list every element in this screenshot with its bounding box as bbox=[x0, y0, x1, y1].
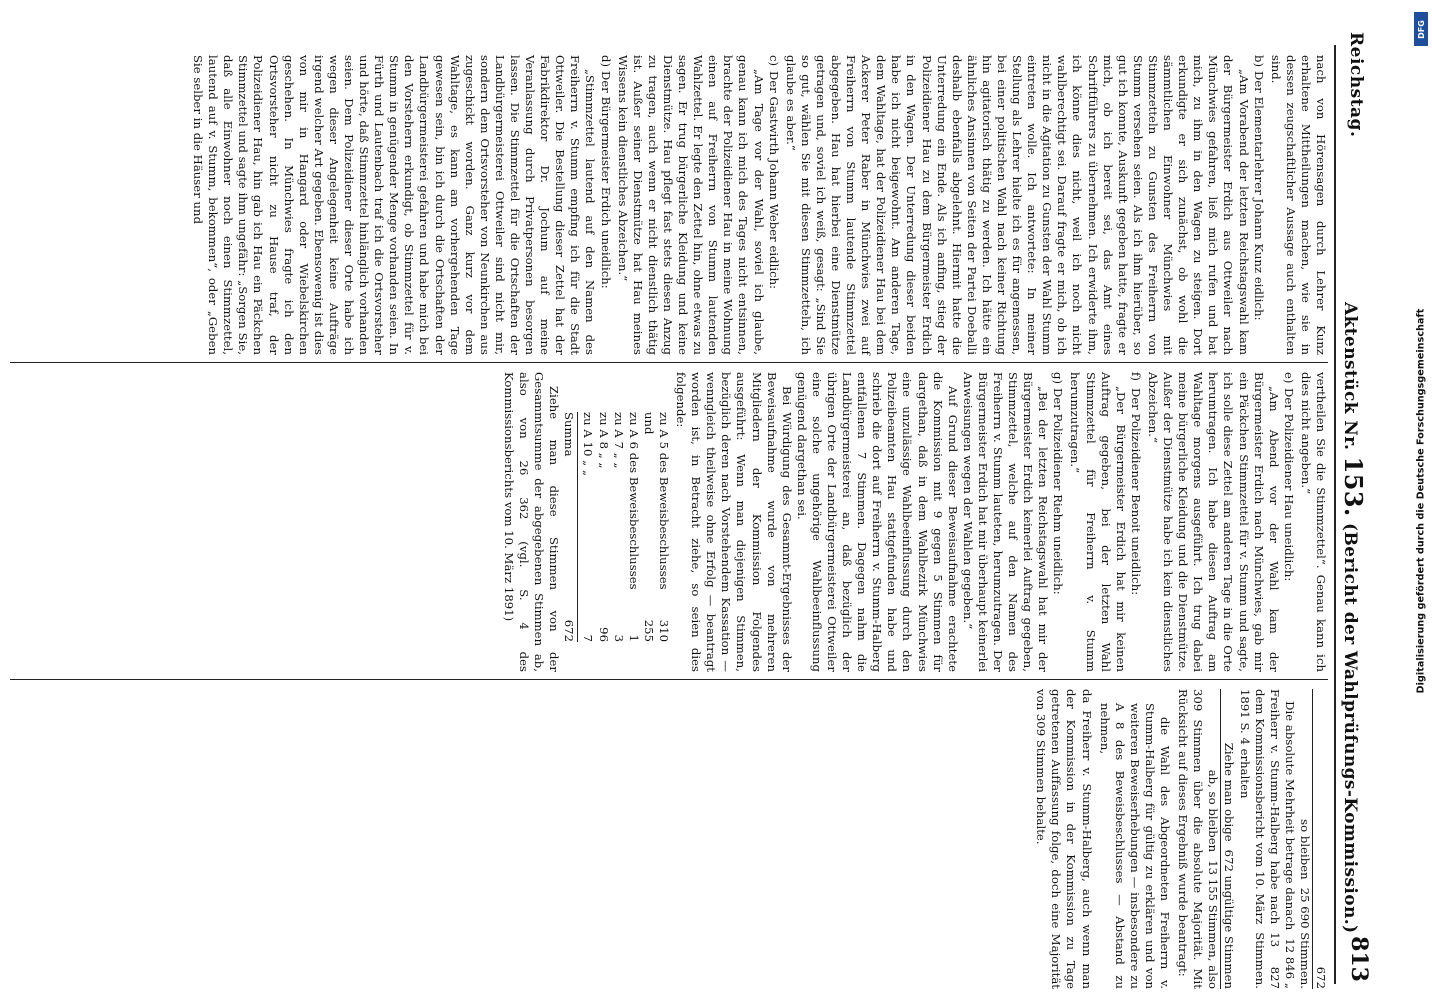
calc-row-value: 672 ungültige Stimmen bbox=[1222, 849, 1237, 989]
calc-row bbox=[1221, 689, 1236, 989]
item-g-testimony: „Bei der letzten Reichstagswahl hat mir der Bürgermeister Erdich keinerlei Auftrag gegeben, Stimmzettel, welche auf den Namen des Freiherrn v. Stumm lauteten, herumzutragen. Der Bürgermeister Erdich hat mir überhaupt keinerlei Anweisungen wegen der Wahlen gegeben.“ bbox=[960, 372, 1051, 672]
item-d-heading bbox=[598, 55, 613, 355]
col2-paragraph-3: Ziehe man diese Stimmen von der Gesammtsumme der abgegebenen Stimmen ab, also von 26 362 (vgl. S. 4 des Kommissionsberichts vom 10. März 1891) bbox=[502, 372, 562, 672]
item-c-label: c) bbox=[766, 55, 781, 67]
item-e-testimony: „Am Abend vor der Wahl kam der Bürgermeister Erdich nach Münchwies, gab mir ein Päckchen Stimmzettel für v. Stumm und sagte, ich solle diese Zettel am anderen Tage in die Orte herumtragen. Ich habe diesen Auftrag am Wahltage morgens ausgeführt. Ich trug dabei meine bürgerliche Kleidung und die Dienstmütze. Außer der Dienstmütze habe ich kein dienstliches Abzeichen.“ bbox=[1145, 372, 1281, 672]
calc-row bbox=[1313, 689, 1328, 989]
item-g-heading bbox=[1050, 372, 1065, 672]
tally-row-label: zu A 5 des Beweisbeschlusses bbox=[656, 412, 671, 590]
header-reichstag: Reichstag. bbox=[1346, 32, 1366, 138]
item-g-label: g) bbox=[1051, 372, 1066, 385]
col2-paragraph-1: Auf Grund dieser Beweisaufnahme erachtete die Kommission mit 9 gegen 5 Stimmen für dargethan, daß in dem Wahlbezirk Münchwies eine unzulässige Wahlbeeinflussung durch den Polizeibeamten Hau stattgefunden habe und schrieb die dort auf Freiherrn v. Stumm-Halberg entfallenen 7 Stimmen. Dagegen nahm die Landbürgermeisterei an, daß bezüglich der übrigen Orte der Landbürgermeisterei Ottweiler eine solche ungehörige Wahlbeeinflussung genügend dargethan sei. bbox=[794, 372, 960, 672]
text-column-2 bbox=[501, 372, 1328, 672]
tally-row bbox=[611, 412, 626, 642]
item-f-testimony: „Der Bürgermeister Erdich hat mir keinen Auftrag gegeben, bei der letzten Wahl Stimmzettel für Freiherrn v. Stumm herumzutragen.“ bbox=[1068, 372, 1128, 672]
col1-paragraph-0: nach von Hörensagen durch Lehrer Kunz erhaltene Mittheilungen machen, wie sie in dessen zeugschaftlicher Aussage auch enthalten sind. bbox=[1268, 55, 1328, 355]
text-column-1 bbox=[190, 55, 1328, 355]
calc-row-value: 13 155 Stimmen, also bbox=[1206, 860, 1221, 989]
tally-row-value: 1 bbox=[626, 634, 641, 642]
header-document-number: 153. bbox=[1339, 456, 1368, 517]
tally-row-label: und bbox=[641, 412, 656, 435]
column-divider-2 bbox=[10, 679, 1328, 680]
calc-row bbox=[1236, 689, 1281, 989]
item-c-heading bbox=[766, 55, 781, 355]
calc-row-text: Freiherr v. Stumm-Halberg habe nach dem Kommissionsbericht vom 10. März 1891 S. 4 erhalten bbox=[1237, 689, 1282, 925]
tally-row-value: 96 bbox=[596, 627, 611, 642]
page-header bbox=[1338, 32, 1372, 982]
tally-row bbox=[626, 412, 641, 642]
digitization-note: Digitalisierung gefördert durch die Deutsche Forschungsgemeinschaft bbox=[1415, 308, 1427, 694]
calc-row bbox=[1297, 689, 1313, 989]
calc-row-value: 672 bbox=[1314, 966, 1328, 989]
item-e-intro: Der Polizeidiener Hau uneidlich: bbox=[1281, 388, 1296, 582]
header-title-prefix: Aktenstück Nr. bbox=[1340, 302, 1360, 451]
tally-row-value: 3 bbox=[611, 634, 626, 642]
calc-row bbox=[1282, 689, 1297, 989]
tally-sum-row bbox=[561, 412, 578, 642]
item-b-testimony: „Am Vorabend der letzten Reichstagswahl kam der Bürgermeister Erdich aus Ottweiler nach Münchwies gefahren, ließ mich rufen und bat mich, zu ihm in den Wagen zu steigen. Dort erkundigte er sich zunächst, ob wohl die sämmtlichen Einwohner Münchwies mit Stimmzetteln zu Gunsten des Freiherrn von Stumm versehen seien. Als ich ihm hierüber, so gut ich konnte, Auskunft gegeben hatte, fragte er mich, ob ich bereit sei, das Amt eines Schriftführers zu übernehmen. Ich erwiderte ihm, ich könne dies nicht, weil ich noch nicht wahlberechtigt sei. Darauf fragte er mich, ob ich nicht in die Agitation zu Gunsten der Wahl Stumm eintreten wolle. Ich antwortete: In meiner Stellung als Lehrer hielte ich es für angemessen, bei einer politischen Wahl nach keiner Richtung hin agitatorisch thätig zu werden. Ich hätte ein ähnliches Ansinnen von Seiten der Partei Doeballi deshalb ebenfalls abgelehnt. Hiermit hatte die Unterredung ein Ende. Als ich anfing, stieg der Polizeidiener Hau zu dem Bürgermeister Erdich in den Wagen. Der Unterredung dieser beiden habe ich nicht beigewohnt. Am anderen Tage, dem Wahltage, hat der Polizeidiener Hau bei dem Ackerer Peter Raber in Münchwies zwei auf Freiherrn von Stumm lautende Stimmzettel abgegeben. Hau hat hierbei eine Dienstmütze getragen und, soviel ich weiß, gesagt: „Sind Sie so gut, wählen Sie mit diesen Stimmzetteln, ich glaube es aber.“ bbox=[783, 55, 1251, 355]
col3-motion: die Wahl des Abgeordneten Freiherrn v. Stumm-Halberg für gültig zu erklären und von weiteren Beweiserhebungen — insbesondere zu A 8 des Beweisbeschlusses — Abstand zu nehmen, bbox=[1097, 703, 1173, 989]
tally-sum-label: Summa bbox=[562, 412, 577, 457]
digitization-note-strip bbox=[1413, 6, 1429, 996]
calc-row-text: Die absolute Mehrheit betrage danach bbox=[1282, 701, 1297, 931]
item-d-label: d) bbox=[598, 55, 613, 68]
item-b-intro: Der Elementarlehrer Johann Kunz eidlich: bbox=[1251, 71, 1266, 321]
tally-row-label: zu A 10 „ „ bbox=[581, 412, 596, 477]
item-b-heading bbox=[1251, 55, 1266, 355]
vote-tally-table bbox=[561, 412, 671, 672]
tally-row bbox=[656, 412, 671, 642]
item-f-intro: Der Polizeidiener Benoit uneidlich: bbox=[1128, 388, 1143, 596]
tally-row bbox=[596, 412, 611, 642]
col2-paragraph-0: vertheilen Sie die Stimmzettel“. Genau kann ich dies nicht angeben.“ bbox=[1298, 372, 1328, 672]
tally-row bbox=[641, 412, 656, 642]
tally-row-value: 310 bbox=[656, 619, 671, 642]
header-title bbox=[1339, 302, 1368, 934]
item-b-label: b) bbox=[1251, 55, 1266, 68]
page-number: 813 bbox=[1346, 936, 1372, 982]
col3-paragraph-1: 309 Stimmen über die absolute Majorität. Mit Rücksicht auf dieses Ergebniß wurde beantragt: bbox=[1176, 689, 1206, 989]
header-rule bbox=[1334, 45, 1336, 984]
tally-sum-value: 672 bbox=[562, 619, 577, 642]
item-e-label: e) bbox=[1281, 372, 1296, 384]
item-c-testimony: „Am Tage vor der Wahl, soviel ich glaube, genau kann ich mich des Tages nicht entsinnen, brachte der Polizeidiener Hau in meine Wohnung einen auf Freiherrn von Stumm lautenden Wahlzettel. Er legte den Zettel hin, ohne etwas zu sagen. Er trug bürgerliche Kleidung und keine Dienstmütze. Hau pflegt fast stets diesen Anzug zu tragen, auch wenn er nicht dienstlich thätig ist. Außer seiner Dienstmütze hat Hau meines Wissens kein dienstliches Abzeichen.“ bbox=[615, 55, 766, 355]
calc-row-text: ab, so bleiben bbox=[1206, 769, 1221, 853]
item-e-heading bbox=[1281, 372, 1296, 672]
calc-row-text: Ziehe man obige bbox=[1222, 742, 1237, 842]
item-f-heading bbox=[1128, 372, 1143, 672]
calc-row bbox=[1205, 689, 1221, 989]
tally-row-label: zu A 8 „ „ bbox=[596, 412, 611, 469]
text-column-3 bbox=[1033, 689, 1328, 989]
tally-row-value: 7 bbox=[581, 634, 596, 642]
calc-row-value: 12 846 „ bbox=[1282, 938, 1297, 989]
calc-row-value: 25 690 Stimmen. bbox=[1297, 887, 1312, 989]
tally-row-label: zu A 6 des Beweisbeschlusses bbox=[626, 412, 641, 590]
dfg-logo: DFG bbox=[1414, 12, 1428, 46]
calc-row-text: so bleiben bbox=[1297, 819, 1312, 880]
col3-paragraph-3: da Freiherr v. Stumm-Halberg, auch wenn man der Kommission in der Kommission zu Tage getretenen Auffassung folge, doch eine Majorität von 309 Stimmen behalte. bbox=[1034, 689, 1094, 989]
item-g-intro: Der Polizeidiener Riehm uneidlich: bbox=[1051, 388, 1066, 595]
item-d-testimony: „Stimmzettel lautend auf den Namen des Freiherrn v. Stumm empfing ich für die Stadt Ottweiler. Die Bestellung dieser Zettel hat der Fabrikdirektor Dr. Jochum auf meine Veranlassung durch Privatpersonen besorgen lassen. Die Stimmzettel für die Ortschaften der Landbürgermeisterei Ottweiler sind nicht mir, sondern dem Ortsvorsteher von Neunkirchen aus zugeschickt worden. Ganz kurz vor dem Wahltage, es kann am vorhergehenden Tage gewesen sein, bin ich durch die Ortschaften der Landbürgermeisterei gefahren und habe mich bei den Vorstehern erkundigt, ob Stimmzettel für v. Stumm in genügender Menge vorhanden seien. In Fürth und Lautenbach traf ich die Ortsvorsteher und hörte, daß Stimmzettel hinlänglich vorhanden seien. Dem Polizeidiener dieser Orte habe ich wegen dieser Angelegenheit keine Aufträge irgend welcher Art gegeben. Ebensowenig ist dies von mir in Hangard oder Wiebelskirchen geschehen. In Münchwies fragte ich den Ortsvorsteher nicht zu Hause traf, der Polizeidiener Hau, hin gab ich Hau ein Päckchen Stimmzettel und sagte ihm ungefähr: „Sorgen Sie, daß alle Einwohner noch einen Stimmzettel, lautend auf v. Stumm, bekommen“, oder „Geben Sie selber in die Häuser und bbox=[191, 55, 598, 355]
item-d-intro: Der Bürgermeister Erdich uneidlich: bbox=[598, 71, 613, 289]
item-c-intro: Der Gastwirth Johann Weber eidlich: bbox=[766, 71, 781, 290]
tally-row-value: 255 bbox=[641, 619, 656, 642]
col2-paragraph-2: Bei Würdigung des Gesammt-Ergebnisses der Beweisaufnahme wurde von mehreren Mitgliedern der Kommission Folgendes ausgeführt: Wenn man diejenigen Stimmen, bezüglich deren nach Vorstehendem Kassation — wenngleich theilweise ohne Erfolg — beantragt worden ist, in Betracht ziehe, so seien dies folgende: bbox=[674, 372, 794, 672]
tally-row-label: zu A 7 „ „ bbox=[611, 412, 626, 469]
tally-row bbox=[580, 412, 595, 642]
calc-row-value: 13 827 Stimmen. bbox=[1252, 932, 1282, 990]
majority-calculation bbox=[1205, 689, 1328, 989]
column-divider-1 bbox=[10, 362, 1328, 363]
item-f-label: f) bbox=[1128, 372, 1143, 381]
header-report-title: (Bericht der Wahlprüfungs-Kommission.) bbox=[1340, 523, 1360, 934]
